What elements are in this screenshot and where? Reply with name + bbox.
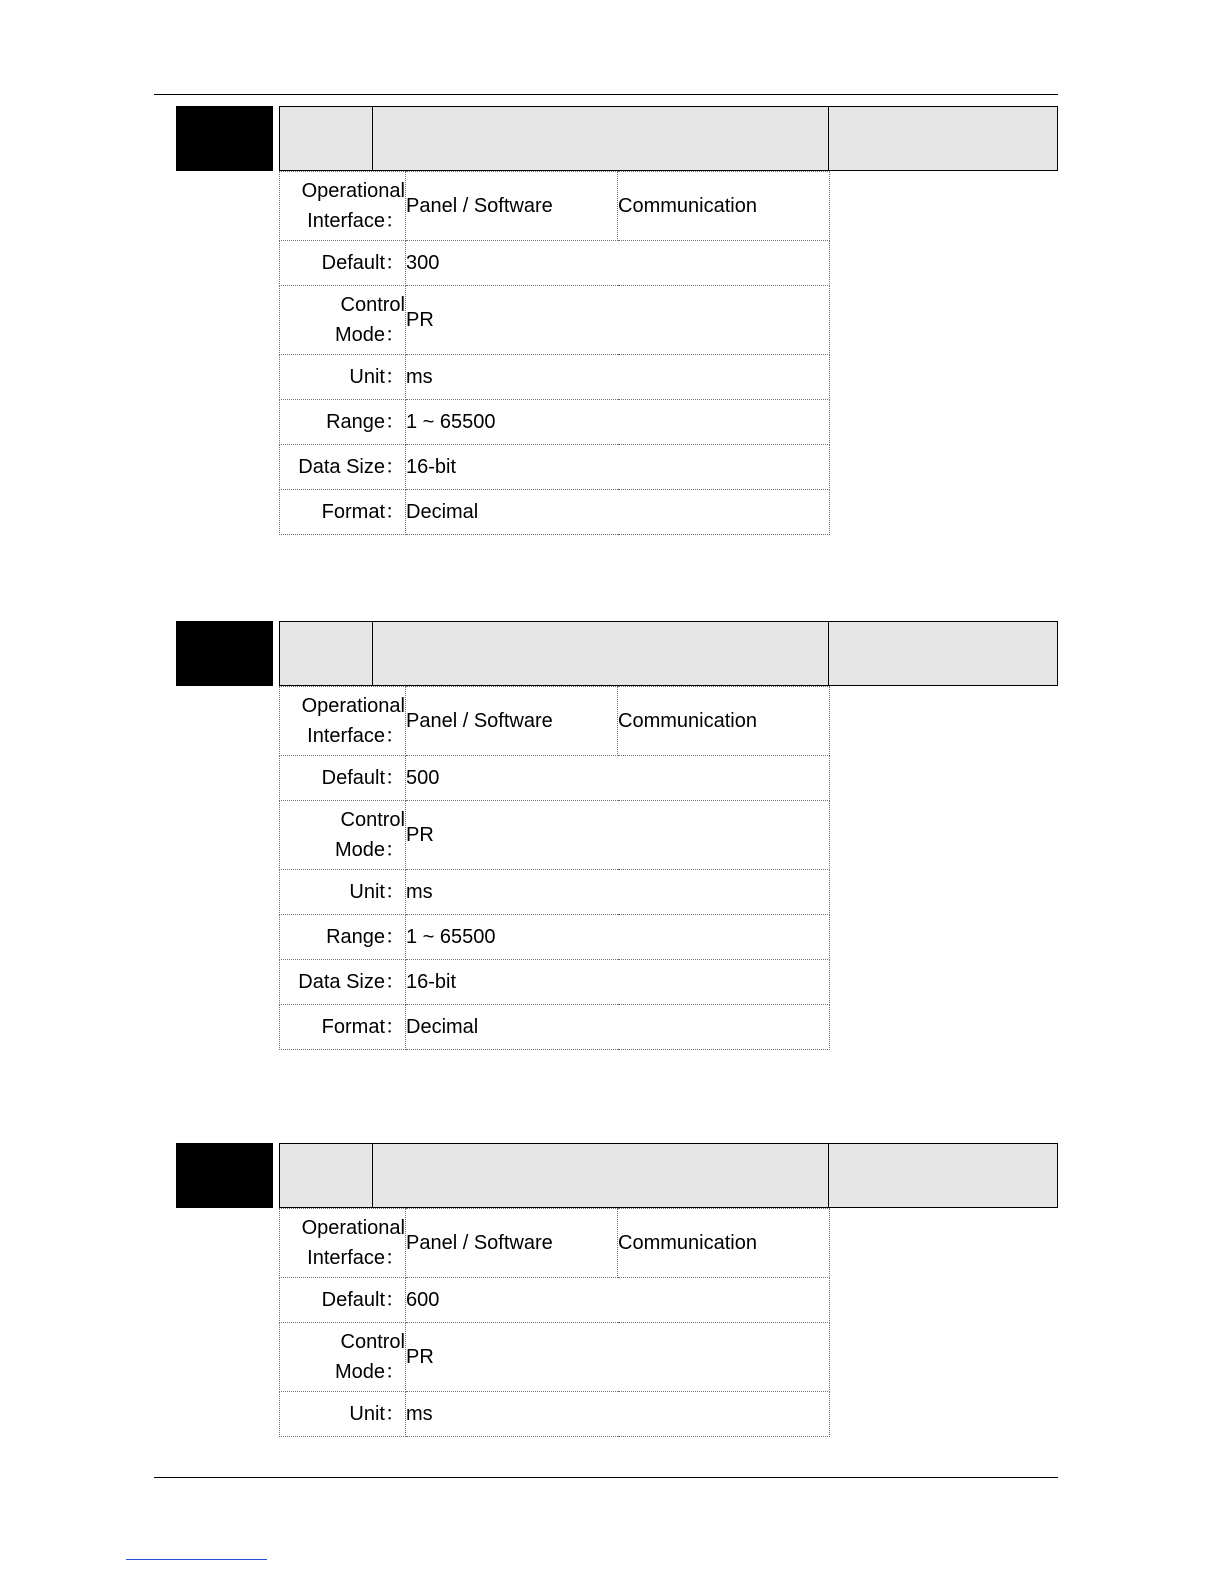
header-cell-address [279,621,373,686]
value-data-size: 16-bit [406,445,830,490]
header-cell-attribute [828,1143,1058,1208]
label-operational-interface: Operational Interface： [280,687,406,756]
row-operational-interface [280,172,830,241]
label-operational-interface: Operational Interface： [280,1209,406,1278]
label-format: Format： [280,1005,406,1050]
value-default: 600 [406,1278,830,1323]
row-default [280,241,830,286]
value-default: 500 [406,756,830,801]
label-range: Range： [280,400,406,445]
value-communication: Communication [618,172,830,241]
value-default: 300 [406,241,830,286]
parameter-code-block [176,106,273,171]
label-unit: Unit： [280,870,406,915]
row-data-size [280,445,830,490]
value-control-mode: PR [406,286,830,355]
parameter-code-block [176,1143,273,1208]
value-unit: ms [406,870,830,915]
value-range: 1 ~ 65500 [406,915,830,960]
row-operational-interface [280,687,830,756]
row-unit [280,355,830,400]
header-cell-attribute [828,621,1058,686]
row-format [280,1005,830,1050]
row-unit [280,1392,830,1437]
header-cell-name [372,621,829,686]
value-panel-software: Panel / Software [406,1209,618,1278]
label-control-mode: Control Mode： [280,1323,406,1392]
label-operational-interface: Operational Interface： [280,172,406,241]
label-data-size: Data Size： [280,445,406,490]
value-format: Decimal [406,490,830,535]
header-cell-attribute [828,106,1058,171]
value-communication: Communication [618,1209,830,1278]
header-rule [154,94,1058,95]
footer-rule [154,1477,1058,1478]
label-default: Default： [280,1278,406,1323]
row-control-mode [280,1323,830,1392]
header-cell-name [372,1143,829,1208]
label-control-mode: Control Mode： [280,286,406,355]
row-control-mode [280,801,830,870]
row-default [280,1278,830,1323]
header-cell-name [372,106,829,171]
value-unit: ms [406,355,830,400]
value-range: 1 ~ 65500 [406,400,830,445]
value-control-mode: PR [406,1323,830,1392]
parameter-code-block [176,621,273,686]
parameter-table [279,1208,830,1437]
label-unit: Unit： [280,1392,406,1437]
header-cell-address [279,106,373,171]
row-default [280,756,830,801]
value-panel-software: Panel / Software [406,687,618,756]
row-unit [280,870,830,915]
value-communication: Communication [618,687,830,756]
label-data-size: Data Size： [280,960,406,1005]
value-data-size: 16-bit [406,960,830,1005]
footer-link-underline[interactable] [126,1559,267,1560]
row-control-mode [280,286,830,355]
value-control-mode: PR [406,801,830,870]
label-range: Range： [280,915,406,960]
row-range [280,400,830,445]
label-default: Default： [280,241,406,286]
row-data-size [280,960,830,1005]
row-format [280,490,830,535]
header-cell-address [279,1143,373,1208]
parameter-table [279,686,830,1050]
label-control-mode: Control Mode： [280,801,406,870]
label-unit: Unit： [280,355,406,400]
value-panel-software: Panel / Software [406,172,618,241]
label-default: Default： [280,756,406,801]
row-range [280,915,830,960]
row-operational-interface [280,1209,830,1278]
value-format: Decimal [406,1005,830,1050]
label-format: Format： [280,490,406,535]
value-unit: ms [406,1392,830,1437]
parameter-table [279,171,830,535]
